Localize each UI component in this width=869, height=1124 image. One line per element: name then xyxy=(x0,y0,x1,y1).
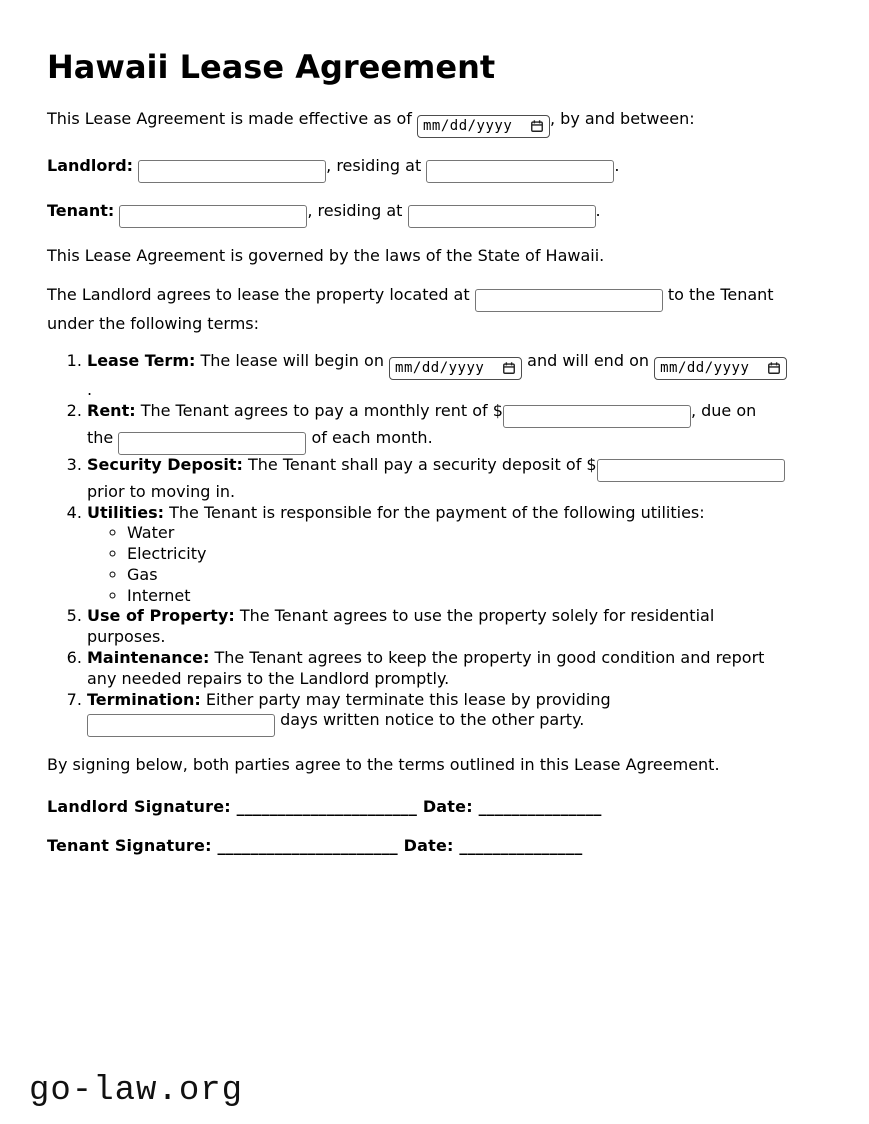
use-of-property-label: Use of Property: xyxy=(87,606,235,626)
utility-item-gas: ◦ Gas xyxy=(127,565,820,586)
lease-term-period: . xyxy=(87,379,93,399)
termination-label: Termination: xyxy=(87,689,201,709)
site-watermark: go-law.org xyxy=(29,1072,244,1110)
rent-text-3: the xyxy=(87,427,114,447)
maintenance-text-1: The Tenant agrees to keep the property in good condition and report xyxy=(214,648,765,668)
term-maintenance xyxy=(87,648,820,690)
date-placeholder: mm/dd/yyyy xyxy=(660,360,750,377)
security-deposit-text-2: prior to moving in. xyxy=(87,481,236,501)
property-prefix-text: The Landlord agrees to lease the property located at xyxy=(47,285,470,305)
security-deposit-label: Security Deposit: xyxy=(87,454,243,474)
date-placeholder: mm/dd/yyyy xyxy=(422,118,513,134)
rent-text-1: The Tenant agrees to pay a monthly rent of $ xyxy=(140,400,503,420)
lease-term-text-2: and will end on xyxy=(527,351,649,371)
tenant-name-input[interactable] xyxy=(119,205,307,228)
term-termination xyxy=(87,690,820,738)
landlord-signature-label: Landlord Signature: xyxy=(47,796,231,816)
utilities-text: The Tenant is responsible for the payment of the following utilities: xyxy=(169,502,705,522)
termination-text-2: days written notice to the other party. xyxy=(280,710,585,730)
tenant-date-label: Date: xyxy=(403,835,454,855)
tenant-signature-blank: ______________________ xyxy=(217,835,398,855)
landlord-label: Landlord: xyxy=(47,155,134,175)
landlord-signature-blank: ______________________ xyxy=(236,796,418,816)
closing-text: By signing below, both parties agree to the terms outlined in this Lease Agreement. xyxy=(47,755,720,775)
lease-term-label: Lease Term: xyxy=(87,351,196,371)
calendar-icon[interactable] xyxy=(767,361,781,375)
landlord-signature-line xyxy=(47,797,820,816)
calendar-icon[interactable] xyxy=(502,361,516,375)
governing-law-text: This Lease Agreement is governed by the laws of the State of Hawaii. xyxy=(47,245,605,265)
tenant-period: . xyxy=(595,200,601,220)
lease-term-text-1: The lease will begin on xyxy=(200,351,384,371)
termination-notice-days-input[interactable] xyxy=(87,714,275,737)
page-title: Hawaii Lease Agreement xyxy=(47,48,496,86)
lease-start-date-input[interactable] xyxy=(389,357,522,380)
utility-item-water: ◦ Water xyxy=(127,523,820,544)
utilities-list xyxy=(87,523,820,606)
calendar-icon[interactable] xyxy=(530,119,544,133)
landlord-date-label: Date: xyxy=(422,796,473,816)
tenant-date-blank: _______________ xyxy=(459,835,583,855)
tenant-label: Tenant: xyxy=(47,200,115,220)
term-use-of-property xyxy=(87,606,820,648)
intro-suffix-text: , by and between: xyxy=(549,109,695,128)
landlord-period: . xyxy=(614,155,620,175)
rent-text-2: , due on xyxy=(690,400,757,420)
property-suffix-text-2: under the following terms: xyxy=(47,314,260,334)
utilities-label: Utilities: xyxy=(87,502,164,522)
intro-line xyxy=(47,107,820,138)
maintenance-label: Maintenance: xyxy=(87,648,210,668)
effective-date-input[interactable] xyxy=(417,115,550,138)
utility-item-electricity: ◦ Electricity xyxy=(127,544,820,565)
tenant-residing-text: , residing at xyxy=(307,200,403,220)
terms-list xyxy=(47,351,820,737)
term-utilities xyxy=(87,503,820,607)
utility-item-internet: ◦ Internet xyxy=(127,586,820,607)
tenant-line xyxy=(47,199,820,228)
tenant-signature-line xyxy=(47,836,820,855)
security-deposit-input[interactable] xyxy=(597,459,785,482)
property-suffix-text-1: to the Tenant xyxy=(667,285,774,305)
rent-due-day-input[interactable] xyxy=(118,432,306,455)
term-security-deposit xyxy=(87,455,820,503)
tenant-address-input[interactable] xyxy=(408,205,596,228)
property-address-input[interactable] xyxy=(475,289,663,312)
landlord-date-blank: _______________ xyxy=(478,796,602,816)
monthly-rent-input[interactable] xyxy=(503,405,691,428)
date-placeholder: mm/dd/yyyy xyxy=(395,360,485,377)
term-lease-term xyxy=(87,351,820,400)
lease-end-date-input[interactable] xyxy=(654,357,787,380)
tenant-signature-label: Tenant Signature: xyxy=(47,835,212,855)
rent-label: Rent: xyxy=(87,400,136,420)
intro-prefix-text: This Lease Agreement is made effective as of xyxy=(47,109,412,128)
use-of-property-text-2: purposes. xyxy=(87,627,166,647)
rent-text-4: of each month. xyxy=(311,427,433,447)
landlord-address-input[interactable] xyxy=(426,160,614,183)
use-of-property-text-1: The Tenant agrees to use the property solely for residential xyxy=(239,606,715,626)
termination-text-1: Either party may terminate this lease by providing xyxy=(205,689,611,709)
term-rent xyxy=(87,401,820,455)
landlord-line xyxy=(47,154,820,183)
security-deposit-text-1: The Tenant shall pay a security deposit of $ xyxy=(248,454,597,474)
landlord-name-input[interactable] xyxy=(138,160,326,183)
property-line xyxy=(47,283,820,335)
landlord-residing-text: , residing at xyxy=(326,155,422,175)
maintenance-text-2: any needed repairs to the Landlord promptly. xyxy=(87,668,450,688)
